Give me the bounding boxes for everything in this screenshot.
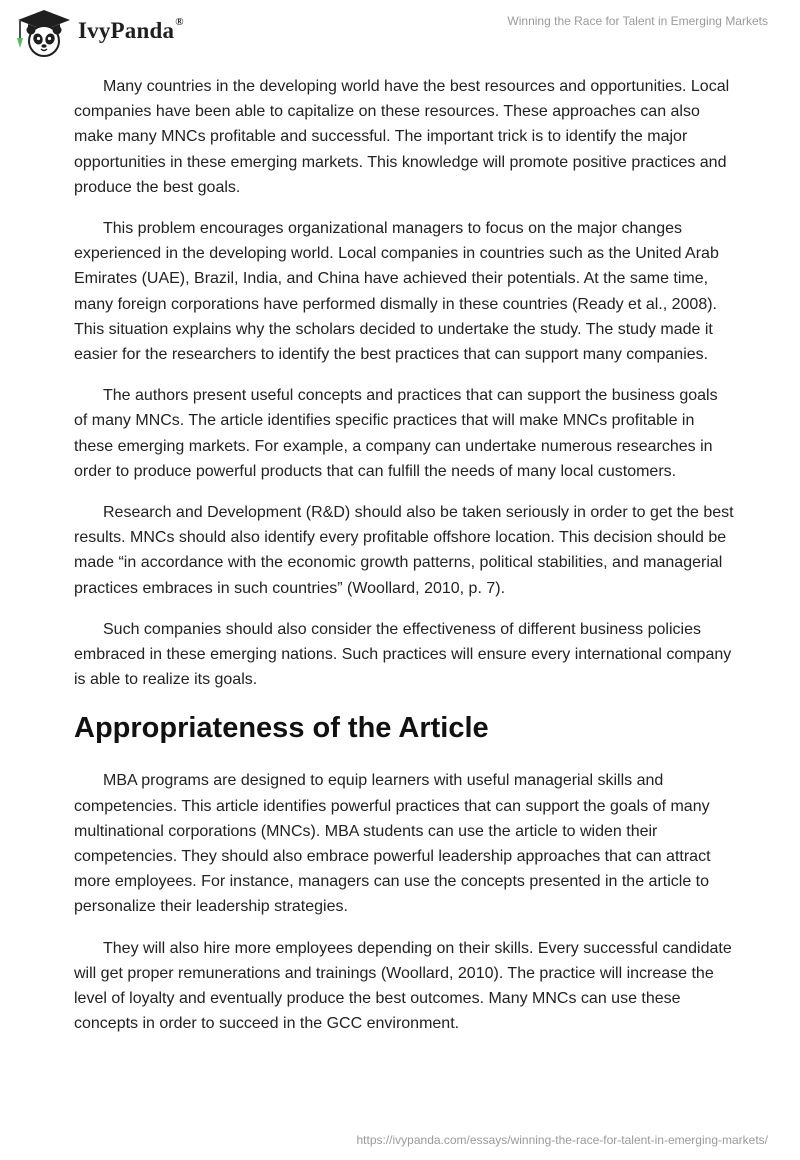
brand-name[interactable] [78, 18, 184, 44]
paragraph: MBA programs are designed to equip learners with useful managerial skills and competencies. This article identifies powerful practices that can support the goals of many multinational corporations (MNCs). MBA students can use the article to widen their competencies. They should also embrace powerful leadership approaches that can attract more employees. For instance, managers can use the concepts presented in the article to personalize their leadership strategies. [74, 772, 711, 916]
paragraph: The authors present useful concepts and practices that can support the business goals of many MNCs. The article identifies specific practices that will make MNCs profitable in these emerging markets. For example, a company can undertake numerous researches in order to produce powerful products that can fulfill the needs of many local customers. [74, 387, 718, 480]
paragraph: This problem encourages organizational managers to focus on the major changes experienced in the developing world. Local companies in countries such as the United Arab Emirates (UAE), Brazil, India, and China have achieved their potentials. At the same time, many foreign corporations have performed dismally in these countries (Ready et al., 2008). This situation explains why the scholars decided to undertake the study. The study made it easier for the researchers to identify the best practices that can support many companies. [74, 220, 719, 364]
section-heading: Appropriateness of the Article [74, 712, 489, 745]
source-url-link[interactable]: https://ivypanda.com/essays/winning-the-race-for-talent-in-emerging-markets/ [356, 1133, 768, 1147]
paragraph: Research and Development (R&D) should also be taken seriously in order to get the best results. MNCs should also identify every profitable offshore location. This decision should be made “in accordance with the economic growth patterns, political stabilities, and managerial practices embraces in such countries” (Woollard, 2010, p. 7). [74, 504, 734, 597]
paragraph: They will also hire more employees depending on their skills. Every successful candidate will get proper remunerations and trainings (Woollard, 2010). The practice will increase the level of loyalty and eventually produce the best outcomes. Many MNCs can use these concepts in order to succeed in the GCC environment. [74, 939, 732, 1033]
paragraph: Such companies should also consider the effectiveness of different business policies embraced in these emerging nations. Such practices will ensure every international company is able to realize its goals. [74, 620, 732, 689]
ivypanda-logo-icon[interactable] [14, 8, 74, 60]
brand-name-text: IvyPanda [78, 18, 175, 43]
document-title: Winning the Race for Talent in Emerging Markets [507, 14, 768, 28]
page-header [0, 0, 800, 64]
paragraph: Many countries in the developing world have the best resources and opportunities. Local companies have been able to capitalize on these resources. These approaches can also make many MNCs profitable and successful. The important trick is to identify the major opportunities in these emerging markets. This knowledge will promote positive practices and produce the best goals. [74, 78, 730, 196]
essay-body [74, 74, 734, 1053]
registered-mark: ® [175, 16, 184, 29]
